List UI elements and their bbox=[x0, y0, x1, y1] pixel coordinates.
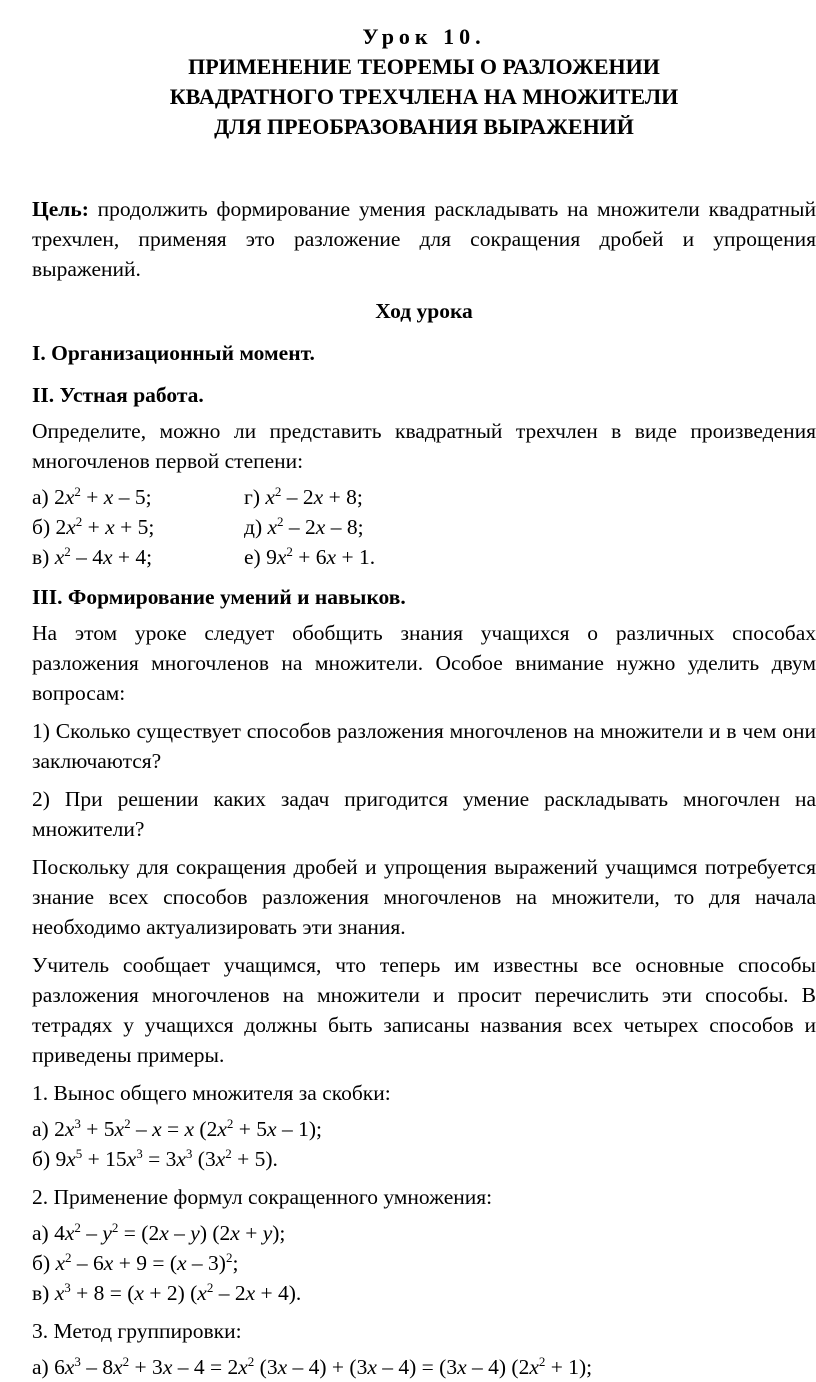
trinomial-item: в) $x^2 - 4x + 4$; bbox=[32, 543, 153, 569]
section-3-paragraph: Поскольку для сокращения дробей и упрощения выражений учащимся потребуется знание всех способов разложения многочленов на множители, то для начала необходимо актуализировать эти знания. bbox=[32, 855, 816, 939]
method-example: б) $x^2 - 6x + 9 = (x - 3)^2$; bbox=[32, 1249, 239, 1275]
section-2-heading: II. Устная работа. bbox=[32, 383, 204, 407]
section-3-heading: III. Формирование умений и навыков. bbox=[32, 585, 406, 609]
trinomial-item: д) $x^2 - 2x - 8$; bbox=[244, 513, 364, 539]
title-line-1: ПРИМЕНЕНИЕ ТЕОРЕМЫ О РАЗЛОЖЕНИИ bbox=[188, 54, 660, 79]
method-example: в) $x^3 + 8 = (x + 2)$ $(x^2 - 2x + 4)$. bbox=[32, 1279, 302, 1305]
course-title: Ход урока bbox=[375, 299, 473, 323]
method-example: а) $4x^2 - y^2 = (2x - y) (2x + y)$; bbox=[32, 1219, 286, 1245]
method-example: а) $6x^3 - 8x^2 + 3x - 4 = 2x^2$ (3x – 4) + (3x – 4) = (3x – 4) $(2x^2 + 1)$; bbox=[32, 1353, 593, 1379]
section-3-paragraph: Учитель сообщает учащимся, что теперь им известны все основные способы разложения многочленов на множители и просит перечислить эти способы. В тетрадях у учащихся должны быть записаны названия всех четырех способов и приведены примеры. bbox=[32, 953, 816, 1067]
trinomial-list bbox=[32, 482, 816, 572]
section-3-paragraph: 2) При решении каких задач пригодится умение раскладывать многочлен на множители? bbox=[32, 787, 816, 841]
trinomial-item: г) $x^2 - 2x + 8$; bbox=[244, 483, 363, 509]
trinomial-item: а) $2x^2 + x - 5$; bbox=[32, 483, 152, 509]
section-3-paragraph: На этом уроке следует обобщить знания учащихся о различных способах разложения многочленов на множители. Особое внимание нужно уделить двум вопросам: bbox=[32, 621, 816, 705]
section-1-heading: I. Организационный момент. bbox=[32, 341, 315, 365]
goal-text: продолжить формирование умения раскладывать на множители квадратный трехчлен, применяя это разложение для сокращения дробей и упрощения выражений. bbox=[32, 197, 816, 281]
method-example: а) $2x^3 + 5x^2 - x = x$ $(2x^2 + 5x - 1)$; bbox=[32, 1115, 322, 1141]
trinomial-item: е) $9x^2 + 6x + 1$. bbox=[244, 543, 376, 569]
goal-label: Цель: bbox=[32, 197, 89, 221]
document-header bbox=[32, 22, 816, 142]
method-2-heading: 2. Применение формул сокращенного умножения: bbox=[32, 1185, 493, 1209]
title-line-2: КВАДРАТНОГО ТРЕХЧЛЕНА НА МНОЖИТЕЛИ bbox=[169, 84, 679, 109]
method-1-heading: 1. Вынос общего множителя за скобки: bbox=[32, 1081, 391, 1105]
trinomial-item: б) $2x^2 + x + 5$; bbox=[32, 513, 155, 539]
section-3-paragraph: 1) Сколько существует способов разложения многочленов на множители и в чем они заключаются? bbox=[32, 719, 816, 773]
method-3-heading: 3. Метод группировки: bbox=[32, 1319, 242, 1343]
goal-paragraph bbox=[32, 194, 816, 284]
title-line-3: ДЛЯ ПРЕОБРАЗОВАНИЯ ВЫРАЖЕНИЙ bbox=[214, 114, 634, 139]
lesson-number: Урок 10. bbox=[362, 24, 486, 49]
section-2-task: Определите, можно ли представить квадратный трехчлен в виде произведения многочленов первой степени: bbox=[32, 419, 816, 473]
method-example: б) $9x^5 + 15x^3 = 3x^3$ $(3x^2 + 5)$. bbox=[32, 1145, 278, 1171]
